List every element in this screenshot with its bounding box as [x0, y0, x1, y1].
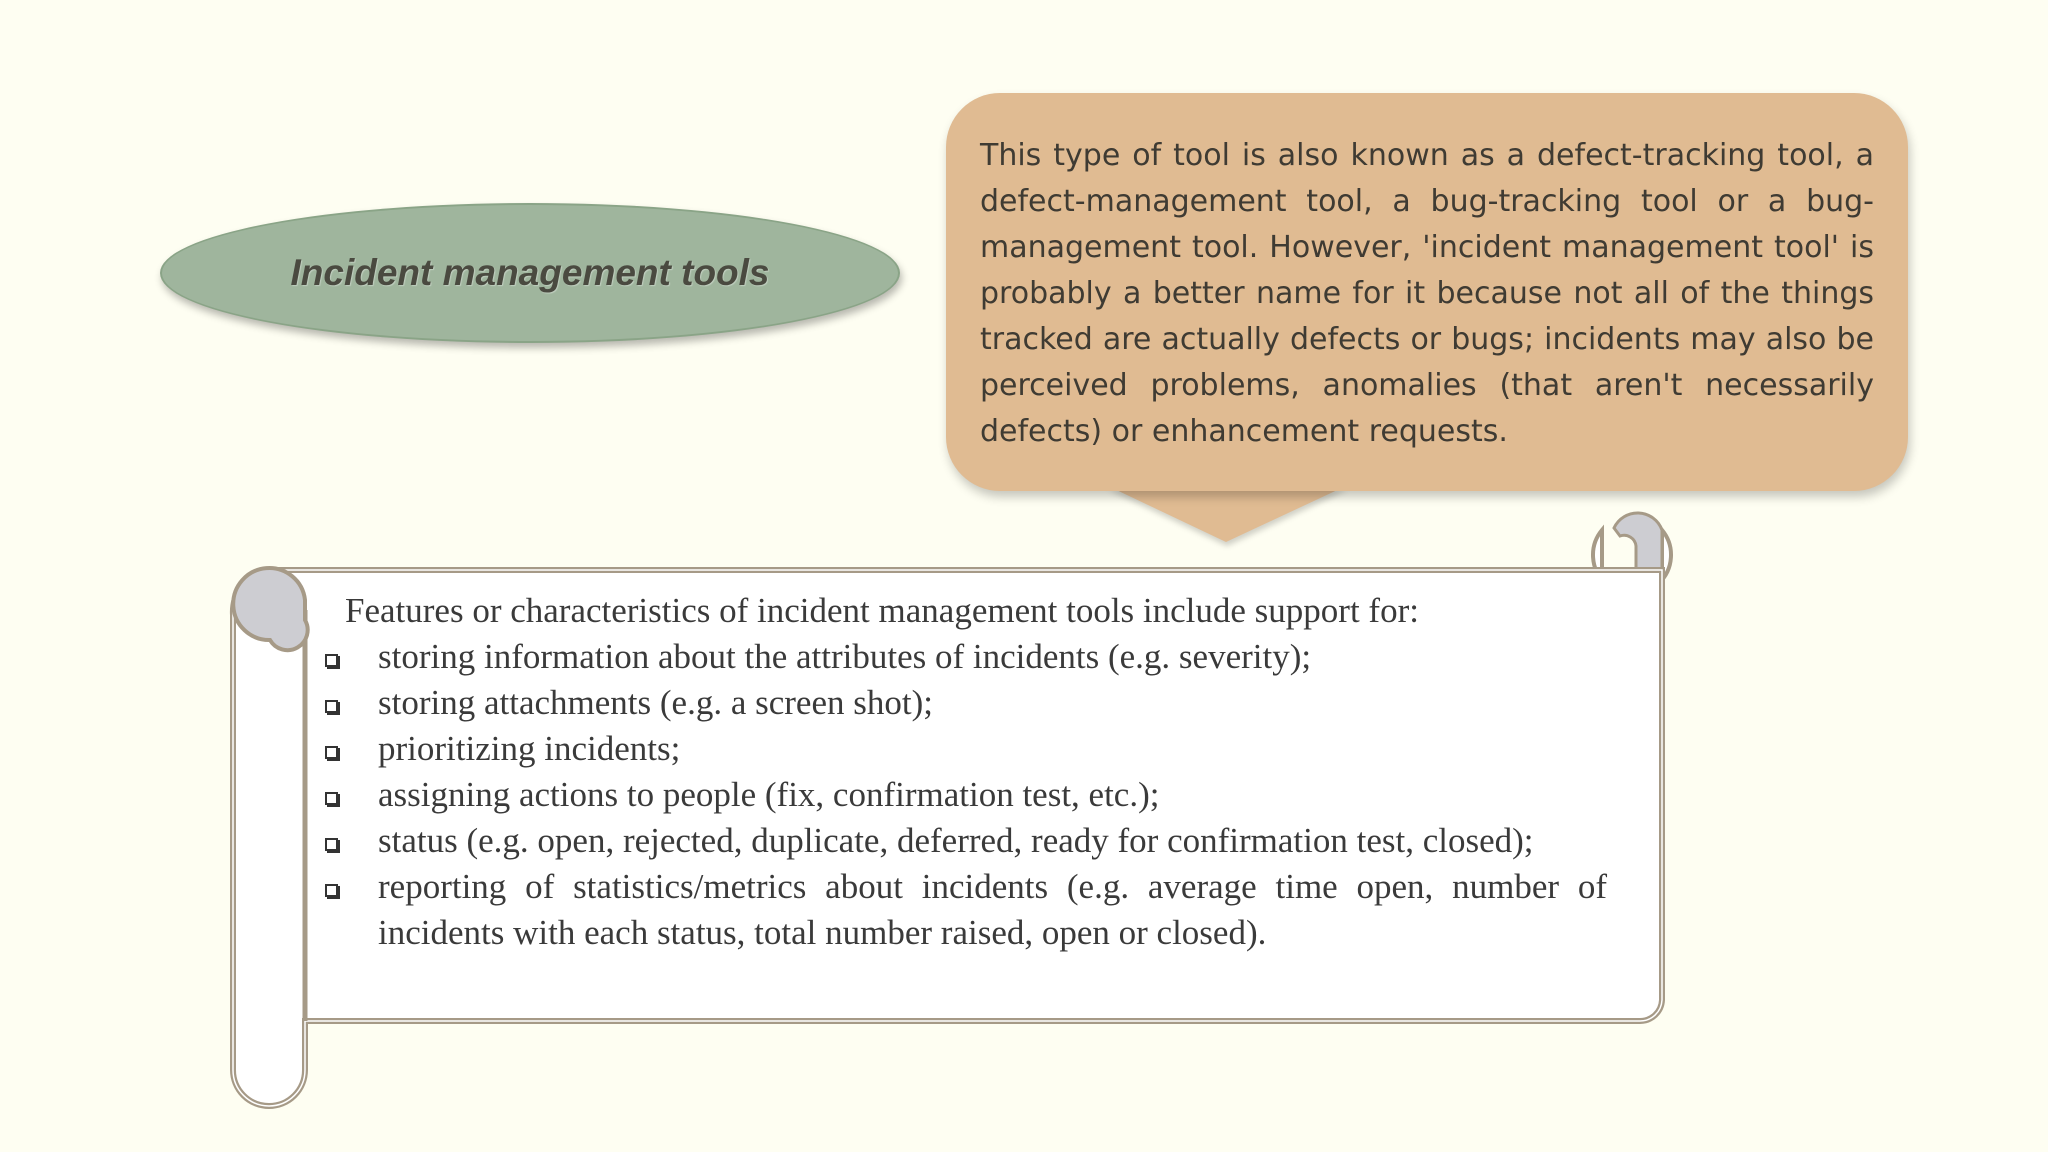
feature-text: assigning actions to people (fix, confirmation test, etc.); [378, 775, 1160, 814]
list-item [305, 818, 1607, 864]
feature-text: storing attachments (e.g. a screen shot); [378, 683, 933, 722]
checkbox-bullet-icon [325, 792, 338, 805]
features-list [305, 634, 1607, 956]
features-intro: Features or characteristics of incident management tools include support for: [345, 591, 1419, 630]
callout-text: This type of tool is also known as a defect-tracking tool, a defect-management tool, a bug-tracking tool or a bug-management tool. However, 'incident management tool' is probably a better name for it because not all of the things tracked are actually defects or bugs; incidents may also be perceived problems, anomalies (that aren't necessarily defects) or enhancement requests. [980, 138, 1874, 449]
feature-text: storing information about the attributes of incidents (e.g. severity); [378, 637, 1312, 676]
feature-text: reporting of statistics/metrics about incidents (e.g. average time open, number of incidents with each status, total number raised, open or closed). [378, 867, 1607, 952]
list-item [305, 680, 1607, 726]
feature-text: prioritizing incidents; [378, 729, 681, 768]
list-item [305, 634, 1607, 680]
feature-text: status (e.g. open, rejected, duplicate, deferred, ready for confirmation test, closed); [378, 821, 1534, 860]
checkbox-bullet-icon [325, 884, 338, 897]
slide-title: Incident management tools [290, 252, 770, 293]
list-item [305, 864, 1607, 956]
list-item [305, 772, 1607, 818]
scroll-content [305, 588, 1607, 956]
checkbox-bullet-icon [325, 746, 338, 759]
checkbox-bullet-icon [325, 700, 338, 713]
list-item [305, 726, 1607, 772]
checkbox-bullet-icon [325, 838, 338, 851]
checkbox-bullet-icon [325, 654, 338, 667]
